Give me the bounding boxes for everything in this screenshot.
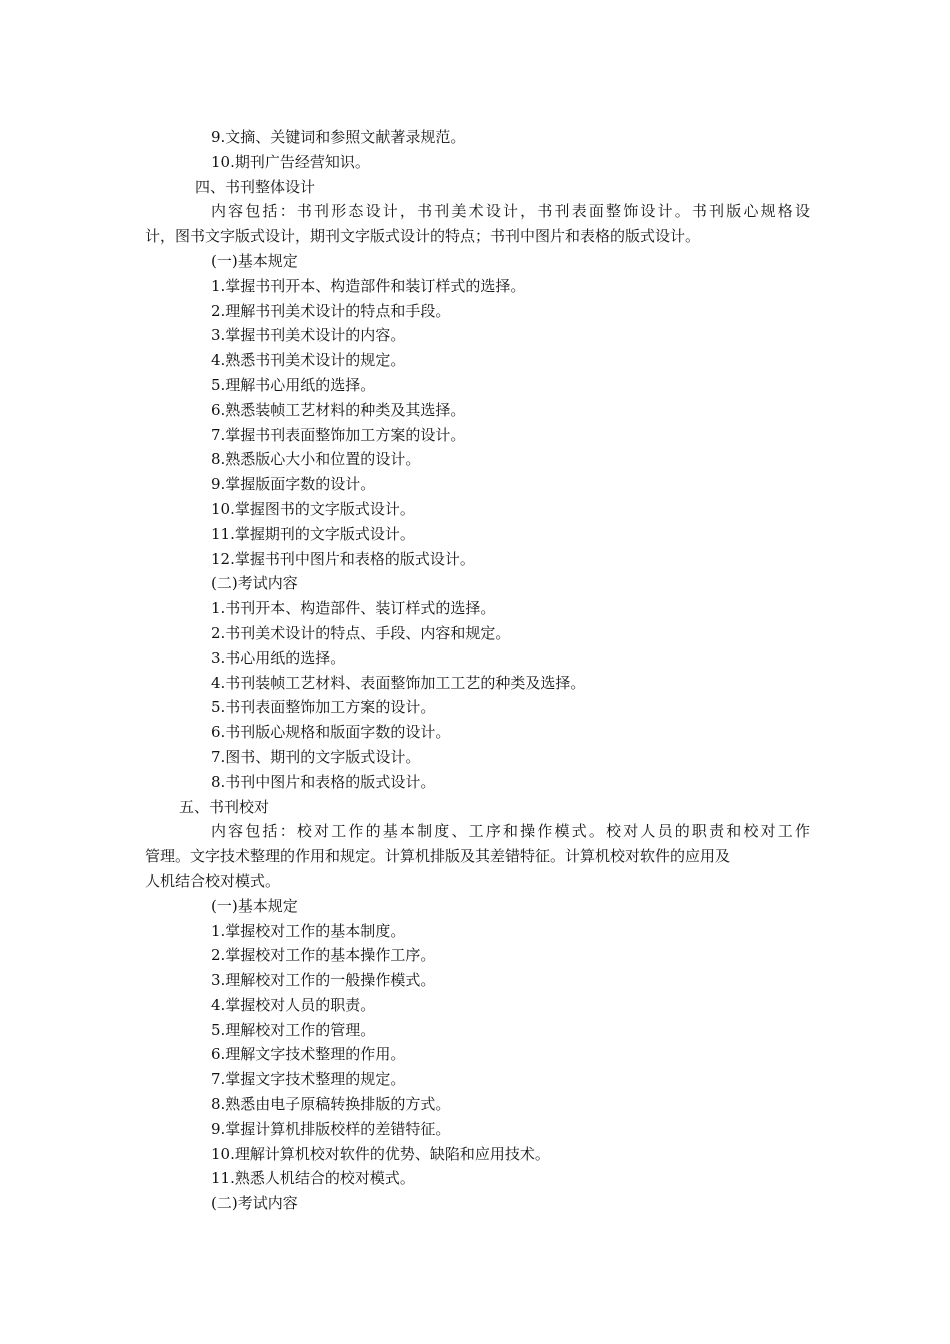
list-item: 12.掌握书刊中图片和表格的版式设计。 bbox=[211, 549, 475, 568]
list-item: 10.理解计算机校对软件的优势、缺陷和应用技术。 bbox=[211, 1144, 550, 1163]
subsection-heading-basic: (一)基本规定 bbox=[211, 251, 298, 270]
section-5-intro-line-2: 管理。文字技术整理的作用和规定。计算机排版及其差错特征。计算机校对软件的应用及 bbox=[145, 847, 731, 866]
list-item: 11.掌握期刊的文字版式设计。 bbox=[211, 524, 415, 543]
list-item: 10.期刊广告经营知识。 bbox=[211, 152, 370, 171]
section-heading-4: 四、书刊整体设计 bbox=[195, 177, 316, 196]
section-4-intro-line-2: 计，图书文字版式设计，期刊文字版式设计的特点；书刊中图片和表格的版式设计。 bbox=[145, 227, 701, 246]
list-item: 5.理解书心用纸的选择。 bbox=[211, 375, 376, 394]
list-item: 3.书心用纸的选择。 bbox=[211, 648, 346, 667]
list-item: 3.理解校对工作的一般操作模式。 bbox=[211, 971, 436, 990]
section-heading-5: 五、书刊校对 bbox=[179, 797, 270, 816]
document-body bbox=[145, 125, 810, 1216]
list-item: 5.书刊表面整饰加工方案的设计。 bbox=[211, 698, 436, 717]
list-item: 7.掌握书刊表面整饰加工方案的设计。 bbox=[211, 425, 466, 444]
list-item: 6.书刊版心规格和版面字数的设计。 bbox=[211, 723, 451, 742]
list-item: 9.文摘、关键词和参照文献著录规范。 bbox=[211, 128, 466, 146]
list-item: 1.掌握书刊开本、构造部件和装订样式的选择。 bbox=[211, 276, 526, 295]
list-item: 1.掌握校对工作的基本制度。 bbox=[211, 921, 406, 940]
list-item: 4.书刊装帧工艺材料、表面整饰加工工艺的种类及选择。 bbox=[211, 673, 586, 692]
list-item: 2.书刊美术设计的特点、手段、内容和规定。 bbox=[211, 623, 511, 642]
subsection-heading-exam: (二)考试内容 bbox=[211, 1194, 298, 1213]
list-item: 9.掌握计算机排版校样的差错特征。 bbox=[211, 1119, 451, 1138]
list-item: 1.书刊开本、构造部件、装订样式的选择。 bbox=[211, 599, 496, 618]
list-item: 8.熟悉由电子原稿转换排版的方式。 bbox=[211, 1095, 451, 1114]
list-item: 7.图书、期刊的文字版式设计。 bbox=[211, 747, 421, 766]
list-item: 2.理解书刊美术设计的特点和手段。 bbox=[211, 301, 451, 320]
section-5-intro-line-3: 人机结合校对模式。 bbox=[145, 871, 281, 890]
list-item: 8.熟悉版心大小和位置的设计。 bbox=[211, 450, 421, 469]
list-item: 4.掌握校对人员的职责。 bbox=[211, 995, 376, 1014]
list-item: 7.掌握文字技术整理的规定。 bbox=[211, 1070, 406, 1089]
list-item: 11.熟悉人机结合的校对模式。 bbox=[211, 1169, 415, 1188]
section-4-intro-line-1: 内容包括：书刊形态设计，书刊美术设计，书刊表面整饰设计。书刊版心规格设 bbox=[211, 202, 810, 221]
list-item: 8.书刊中图片和表格的版式设计。 bbox=[211, 772, 436, 791]
list-item: 6.理解文字技术整理的作用。 bbox=[211, 1045, 406, 1064]
list-item: 5.理解校对工作的管理。 bbox=[211, 1020, 376, 1039]
list-item: 10.掌握图书的文字版式设计。 bbox=[211, 499, 415, 518]
list-item: 9.掌握版面字数的设计。 bbox=[211, 475, 376, 494]
subsection-heading-basic: (一)基本规定 bbox=[211, 896, 298, 915]
list-item: 4.熟悉书刊美术设计的规定。 bbox=[211, 351, 406, 370]
list-item: 3.掌握书刊美术设计的内容。 bbox=[211, 326, 406, 345]
subsection-heading-exam: (二)考试内容 bbox=[211, 574, 298, 593]
list-item: 2.掌握校对工作的基本操作工序。 bbox=[211, 946, 436, 965]
section-5-intro-line-1: 内容包括：校对工作的基本制度、工序和操作模式。校对人员的职责和校对工作 bbox=[211, 822, 810, 841]
list-item: 6.熟悉装帧工艺材料的种类及其选择。 bbox=[211, 400, 466, 419]
